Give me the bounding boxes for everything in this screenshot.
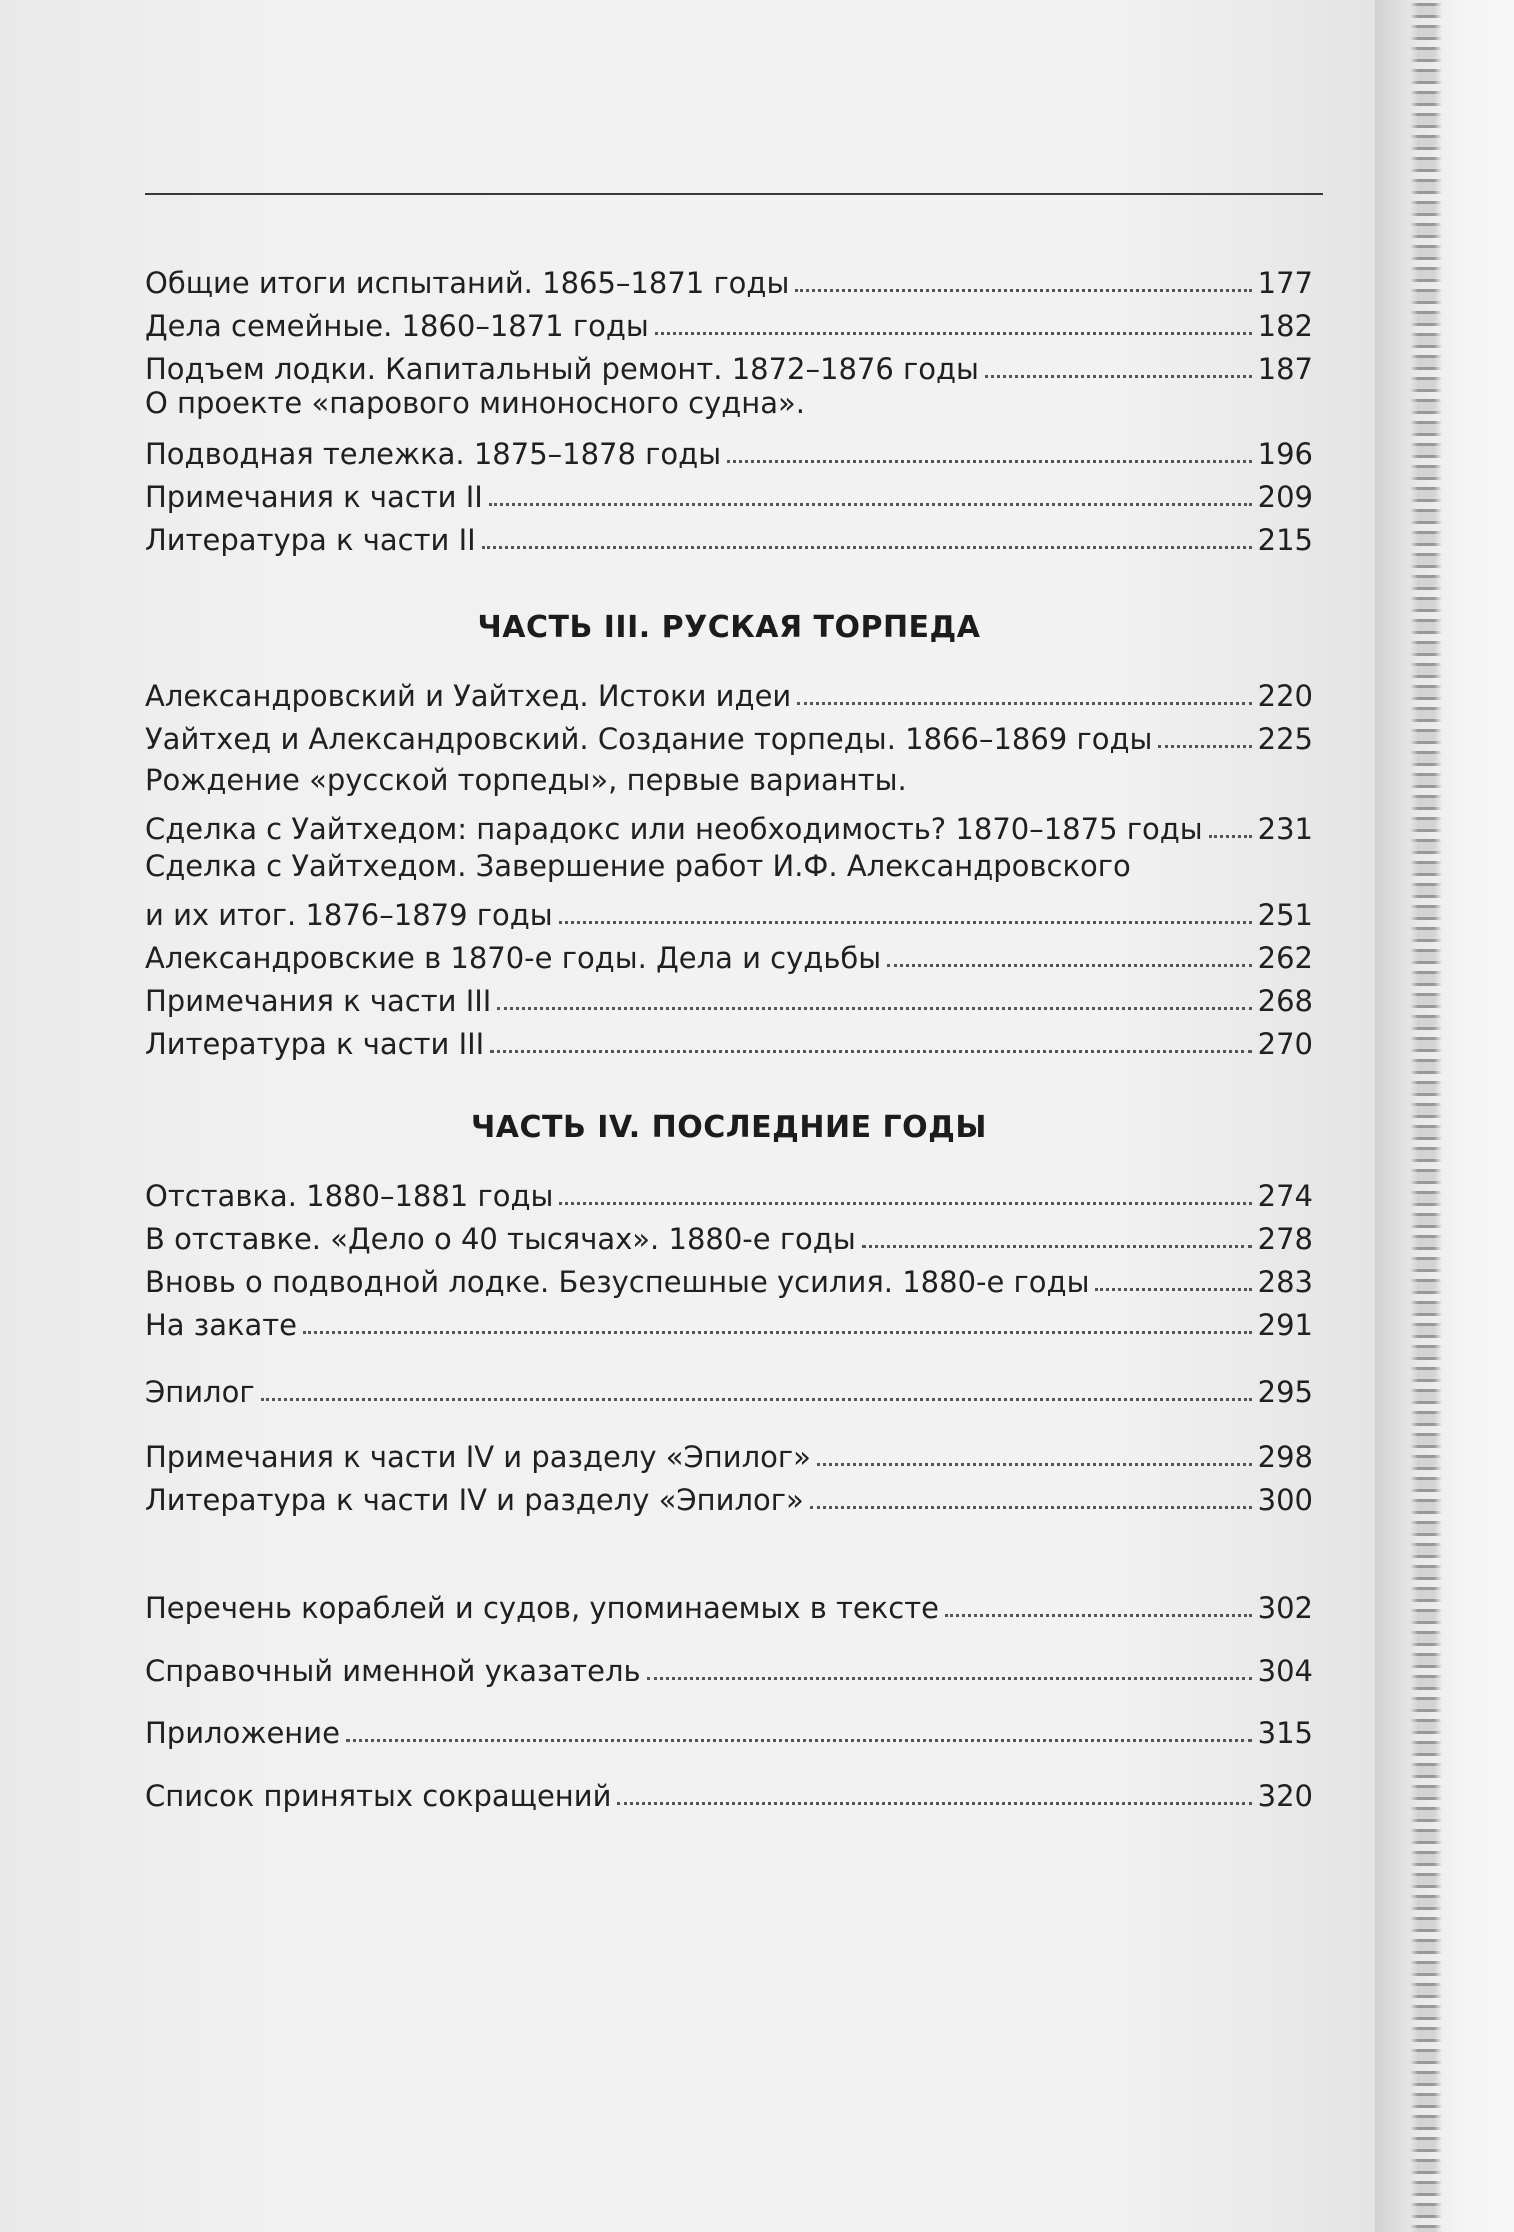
toc-entry-page: 209 xyxy=(1257,480,1313,514)
toc-entry-title: Приложение xyxy=(145,1716,340,1750)
toc-leader-dots xyxy=(797,702,1251,705)
toc-leader-dots xyxy=(489,503,1252,506)
toc-leader-dots xyxy=(887,964,1251,967)
toc-entry xyxy=(145,1585,1313,1625)
toc-entry-page: 274 xyxy=(1257,1179,1313,1213)
toc-leader-dots xyxy=(261,1398,1252,1401)
toc-leader-dots xyxy=(1095,1288,1251,1291)
toc-entry-title: Отставка. 1880–1881 годы xyxy=(145,1179,554,1213)
toc-entry-page: 315 xyxy=(1257,1716,1313,1750)
toc-entry-title: Литература к части IV и разделу «Эпилог» xyxy=(145,1483,804,1517)
header-rule xyxy=(145,193,1323,195)
toc-entry-title: Литература к части III xyxy=(145,1027,485,1061)
toc-entry-page: 278 xyxy=(1257,1222,1313,1256)
toc-leader-dots xyxy=(482,546,1252,549)
toc-entry-page: 268 xyxy=(1257,984,1313,1018)
toc-entry-title: Сделка с Уайтхедом: парадокс или необходимость? 1870–1875 годы xyxy=(145,812,1203,846)
toc-entry-title: Литература к части II xyxy=(145,523,476,557)
toc-entry xyxy=(145,978,1313,1018)
toc-entry-title: Уайтхед и Александровский. Создание торпеды. 1866–1869 годы xyxy=(145,722,1153,756)
toc-leader-dots xyxy=(1209,835,1252,838)
toc-leader-dots xyxy=(817,1463,1252,1466)
toc-entry-title: Подводная тележка. 1875–1878 годы xyxy=(145,437,722,471)
toc-entry xyxy=(145,716,1313,756)
binding-chain xyxy=(1410,0,1442,2232)
toc-leader-dots xyxy=(303,1331,1252,1334)
toc-entry-title: Примечания к части III xyxy=(145,984,492,1018)
toc-entry xyxy=(145,517,1313,557)
toc-entry-title: Дела семейные. 1860–1871 годы xyxy=(145,309,649,343)
toc-leader-dots xyxy=(559,921,1252,924)
toc-entry-title: Примечания к части IV и разделу «Эпилог» xyxy=(145,1440,811,1474)
book-spine-gutter xyxy=(1375,0,1514,2232)
toc-entry-page: 300 xyxy=(1257,1483,1313,1517)
toc-leader-dots xyxy=(945,1614,1252,1617)
part-heading: ЧАСТЬ IV. ПОСЛЕДНИЕ ГОДЫ xyxy=(471,1110,987,1145)
toc-leader-dots xyxy=(862,1245,1252,1248)
toc-leader-dots xyxy=(727,460,1252,463)
toc-leader-dots xyxy=(655,332,1252,335)
toc-entry-page: 304 xyxy=(1257,1654,1313,1688)
toc-entry-title: На закате xyxy=(145,1308,298,1342)
toc-entry-page: 251 xyxy=(1257,898,1313,932)
toc-entry-page: 187 xyxy=(1257,352,1313,386)
toc-entry-title: Эпилог xyxy=(145,1375,255,1409)
toc-entry xyxy=(145,474,1313,514)
toc-entry xyxy=(145,1259,1313,1299)
toc-leader-dots xyxy=(617,1802,1251,1805)
toc-entry-title: Сделка с Уайтхедом. Завершение работ И.Ф. Александровского xyxy=(145,849,1131,883)
toc-entry-page: 196 xyxy=(1257,437,1313,471)
toc-entry-page: 225 xyxy=(1257,722,1313,756)
toc-entry-title: Александровский и Уайтхед. Истоки идеи xyxy=(145,679,792,713)
toc-entry xyxy=(145,303,1313,343)
toc-entry-title: Примечания к части II xyxy=(145,480,483,514)
toc-entry-title: Вновь о подводной лодке. Безуспешные усилия. 1880-е годы xyxy=(145,1265,1090,1299)
toc-entry xyxy=(145,1173,1313,1213)
toc-leader-dots xyxy=(795,289,1251,292)
toc-entry-page: 298 xyxy=(1257,1440,1313,1474)
toc-entry xyxy=(145,935,1313,975)
toc-entry xyxy=(145,1216,1313,1256)
toc-entry-page: 215 xyxy=(1257,523,1313,557)
toc-entry xyxy=(145,431,1313,471)
toc-entry-page: 291 xyxy=(1257,1308,1313,1342)
toc-leader-dots xyxy=(490,1050,1251,1053)
toc-entry-title: Перечень кораблей и судов, упоминаемых в тексте xyxy=(145,1591,939,1625)
toc-entry xyxy=(145,892,1313,932)
toc-entry xyxy=(145,1434,1313,1474)
toc-entry-title: Общие итоги испытаний. 1865–1871 годы xyxy=(145,266,790,300)
toc-entry xyxy=(145,346,1313,386)
toc-entry-page: 220 xyxy=(1257,679,1313,713)
toc-entry-epilogue xyxy=(145,1369,1313,1409)
toc-leader-dots xyxy=(346,1739,1252,1742)
toc-entry xyxy=(145,673,1313,713)
toc-leader-dots xyxy=(1158,745,1251,748)
toc-entry-title: Подъем лодки. Капитальный ремонт. 1872–1876 годы xyxy=(145,352,979,386)
toc-leader-dots xyxy=(985,375,1252,378)
toc-entry-page: 231 xyxy=(1257,812,1313,846)
toc-leader-dots xyxy=(647,1677,1252,1680)
toc-entry xyxy=(145,1302,1313,1342)
toc-entry xyxy=(145,260,1313,300)
toc-entry-title: Список принятых сокращений xyxy=(145,1779,612,1813)
toc-entry xyxy=(145,1710,1313,1750)
toc-entry xyxy=(145,1021,1313,1061)
toc-entry-page: 262 xyxy=(1257,941,1313,975)
toc-entry-page: 177 xyxy=(1257,266,1313,300)
toc-entry-title: О проекте «парового миноносного судна». xyxy=(145,386,805,420)
toc-entry-title: Александровские в 1870-е годы. Дела и судьбы xyxy=(145,941,882,975)
toc-entry-page: 302 xyxy=(1257,1591,1313,1625)
toc-leader-dots xyxy=(559,1202,1251,1205)
toc-leader-dots xyxy=(810,1506,1252,1509)
toc-entry xyxy=(145,1773,1313,1813)
toc-entry-title: и их итог. 1876–1879 годы xyxy=(145,898,553,932)
toc-entry-page: 283 xyxy=(1257,1265,1313,1299)
toc-leader-dots xyxy=(497,1007,1251,1010)
toc-entry-page: 295 xyxy=(1257,1375,1313,1409)
toc-entry-title: Справочный именной указатель xyxy=(145,1654,641,1688)
toc-entry xyxy=(145,1648,1313,1688)
toc-entry-page: 320 xyxy=(1257,1779,1313,1813)
toc-entry-title: В отставке. «Дело о 40 тысячах». 1880-е годы xyxy=(145,1222,856,1256)
toc-entry xyxy=(145,1477,1313,1517)
toc-entry-page: 182 xyxy=(1257,309,1313,343)
toc-entry-page: 270 xyxy=(1257,1027,1313,1061)
part-heading: ЧАСТЬ III. РУСКАЯ ТОРПЕДА xyxy=(477,610,981,645)
toc-entry-title: Рождение «русской торпеды», первые варианты. xyxy=(145,763,907,797)
toc-entry xyxy=(145,806,1313,846)
